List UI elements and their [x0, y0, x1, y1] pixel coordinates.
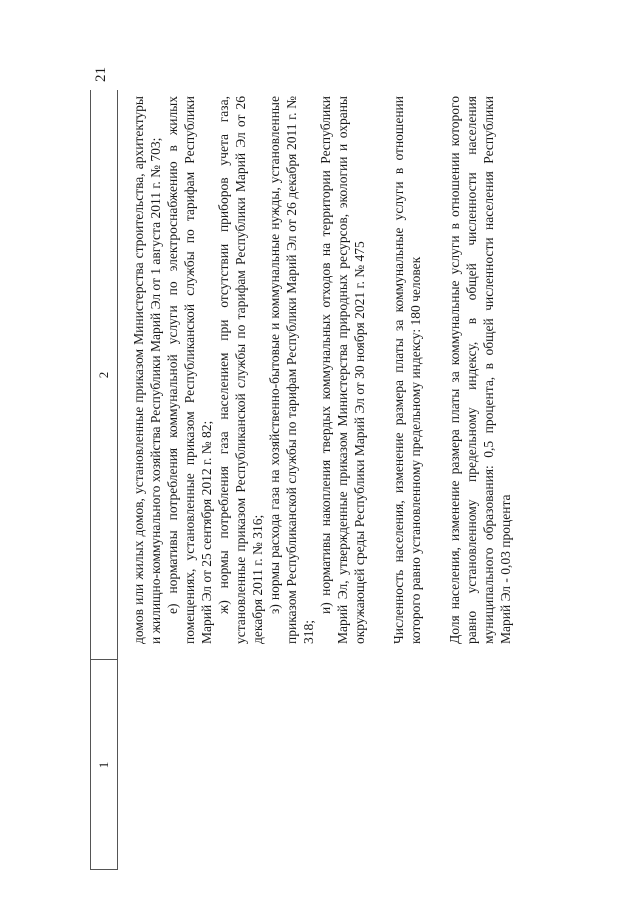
paragraph-continuation: домов или жилых домов, установленные приказом Министерства строительства, архитектуры и жилищно-коммунального хозяйства Республики Марий Эл от 1 августа 2011 г. № 703; — [131, 96, 163, 644]
column-1-header: 1 — [91, 659, 117, 870]
paragraph-item-i: и) нормативы накопления твердых коммунальных отходов на территории Республики Марий Эл, утвержденные приказом Министерства природных ресурсов, экологии и охраны окружающей среды Республики Марий Эл от 30 ноября 2021 г. № 475 — [318, 96, 367, 644]
table-header-row — [90, 90, 118, 870]
document-page — [90, 90, 560, 870]
column-2-header: 2 — [96, 371, 111, 379]
paragraph-item-e: е) нормативы потребления коммунальной услуги по электроснабжению в жилых помещениях, установленные приказом Республиканской службы по тарифам Республики Марий Эл от 25 сентября 2012 г. № 82; — [165, 96, 214, 644]
table-cell-column-2 — [130, 96, 514, 644]
paragraph-population-share: Доля населения, изменение размера платы за коммунальные услуги в отношении которого равно установленному предельному индексу, в общей численности населения муниципального образования: 0,5 процента, в общей численности населения Республики Марий Эл - 0,03 процента — [447, 96, 513, 644]
paragraph-item-z: з) нормы расхода газа на хозяйственно-бытовые и коммунальные нужды, установленные приказом Республиканской службы по тарифам Республики Марий Эл от 26 декабря 2011 г. № 318; — [267, 96, 316, 644]
paragraph-item-zh: ж) нормы потребления газа населением при отсутствии приборов учета газа, установленные приказом Республиканской службы по тарифам Республики Марий Эл от 26 декабря 2011 г. № 316; — [216, 96, 265, 644]
paragraph-population-count: Численность населения, изменение размера платы за коммунальные услуги в отношении которого равно установленному предельному индексу: 180 человек — [391, 96, 423, 644]
page-number: 21 — [93, 67, 109, 82]
